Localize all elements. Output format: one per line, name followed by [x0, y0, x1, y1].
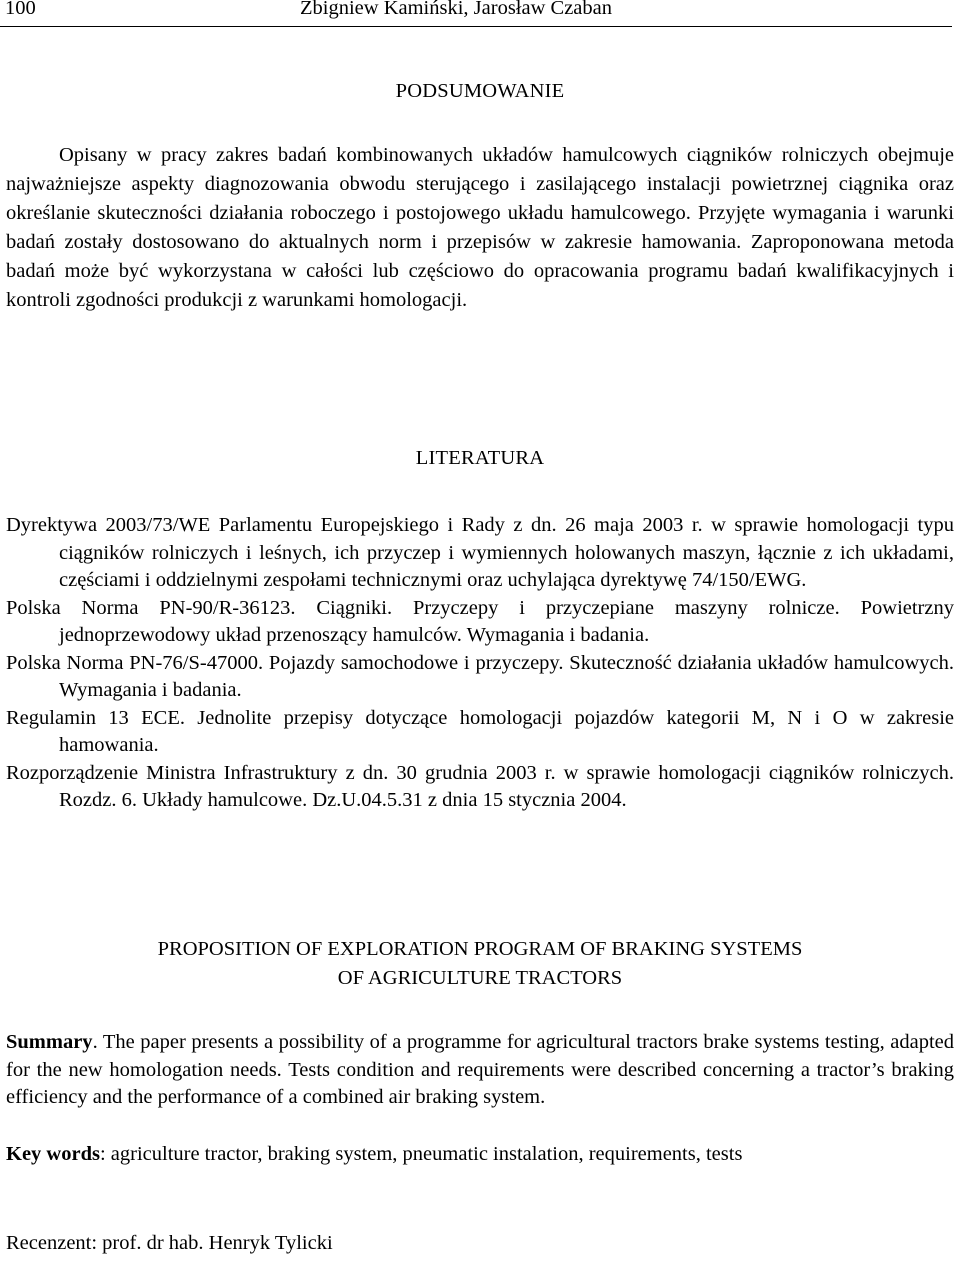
summary-pl-heading: PODSUMOWANIE: [395, 80, 565, 102]
summary-text: . The paper presents a possibility of a programme for agricultural tractors brake systems testing, adapted for the new homologation needs. Tests condition and requirements were described concerning a tractor’s braking efficiency and the performance of a combined air braking system.: [6, 1031, 954, 1108]
running-header: [0, 0, 952, 27]
english-title: [0, 935, 960, 992]
keywords-label: Key words: [6, 1143, 100, 1165]
reference-item: Polska Norma PN-76/S-47000. Pojazdy samochodowe i przyczepy. Skuteczność działania układów hamulcowych. Wymagania i badania.: [6, 651, 954, 701]
english-summary: [6, 1029, 954, 1112]
reference-item: Regulamin 13 ECE. Jednolite przepisy dotyczące homologacji pojazdów kategorii M, N i O w zakresie hamowania.: [6, 706, 954, 756]
english-title-line-2: OF AGRICULTURE TRACTORS: [337, 966, 623, 989]
reference-item: Rozporządzenie Ministra Infrastruktury z dn. 30 grudnia 2003 r. w sprawie homologacji ciągników rolniczych. Rozdz. 6. Układy hamulcowe. Dz.U.04.5.31 z dnia 15 stycznia 2004.: [6, 761, 954, 811]
keywords-text: : agriculture tractor, braking system, pneumatic instalation, requirements, tests: [99, 1143, 743, 1165]
reference-item: Polska Norma PN-90/R-36123. Ciągniki. Przyczepy i przyczepiane maszyny rolnicze. Powietrzny jednoprzewodowy układ przenoszący hamulców. Wymagania i badania.: [6, 596, 954, 646]
running-header-authors: Zbigniew Kamiński, Jarosław Czaban: [300, 0, 612, 19]
reviewer: Recenzent: prof. dr hab. Henryk Tylicki: [6, 1232, 333, 1254]
english-title-line-1: PROPOSITION OF EXPLORATION PROGRAM OF BRAKING SYSTEMS: [157, 938, 803, 960]
literature-heading: LITERATURA: [415, 447, 545, 469]
reference-list: [6, 512, 954, 815]
summary-label: Summary: [6, 1031, 93, 1053]
reference-item: Dyrektywa 2003/73/WE Parlamentu Europejskiego i Rady z dn. 26 maja 2003 r. w sprawie homologacji typu ciągników rolniczych i leśnych, ich przyczep i wymiennych holowanych maszyn, łącznie z ich układami, częściami i oddzielnymi zespołami technicznymi oraz uchylająca dyrektywę 74/150/EWG.: [6, 514, 954, 591]
page-number: 100: [5, 0, 36, 19]
keywords: [6, 1143, 954, 1166]
summary-pl-paragraph: Opisany w pracy zakres badań kombinowanych układów hamulcowych ciągników rolniczych obejmuje najważniejsze aspekty diagnozowania obwodu sterującego i zasilającego instalacji powietrznej ciągnika oraz określanie skuteczności działania roboczego i postojowego układu hamulcowego. Przyjęte wymagania i warunki badań zostały dostosowano do aktualnych norm i przepisów w zakresie hamowania. Zaproponowana metoda badań może być wykorzystana w całości lub częściowo do opracowania programu badań kwalifikacyjnych i kontroli zgodności produkcji z warunkami homologacji.: [6, 144, 954, 311]
